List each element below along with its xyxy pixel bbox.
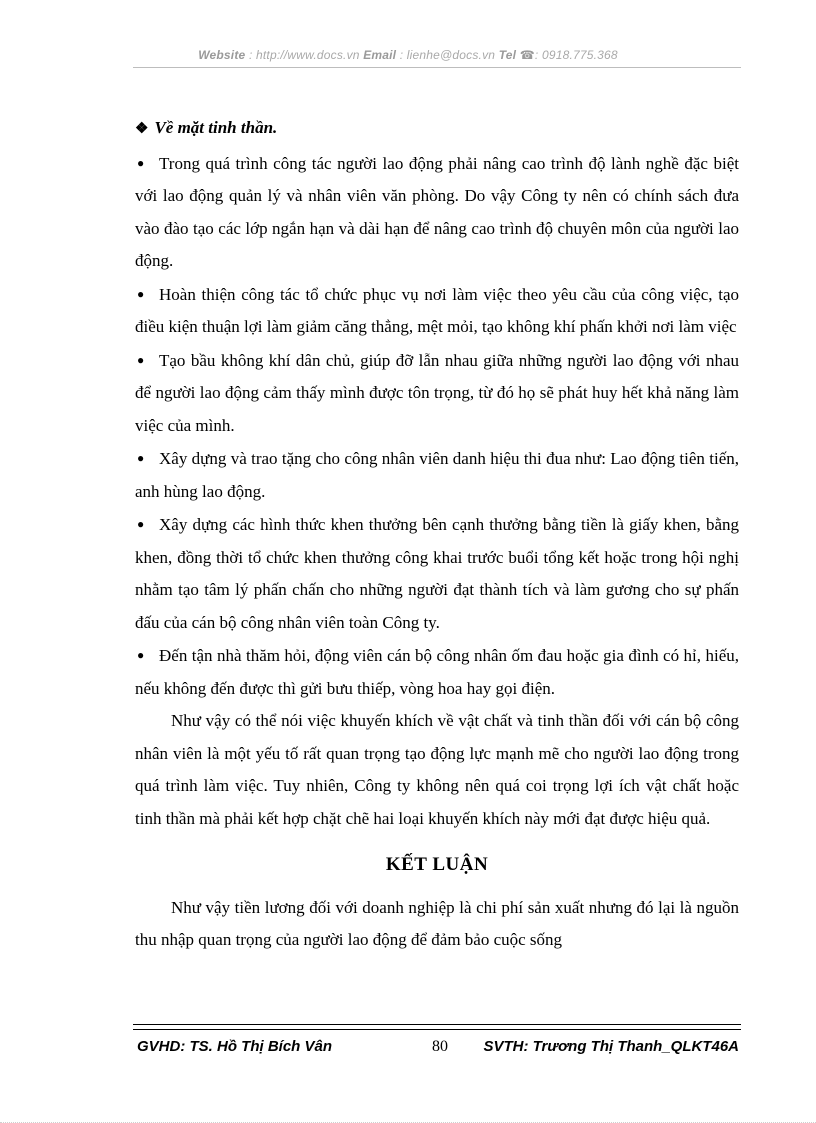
bullet-dot-icon: ●	[137, 517, 145, 531]
supervisor-label: GVHD: TS. Hồ Thị Bích Vân	[137, 1038, 333, 1055]
phone-icon: ☎	[519, 48, 535, 62]
header-divider	[133, 67, 741, 68]
bullet-dot-icon: ●	[137, 352, 145, 367]
tel-value: : 0918.775.368	[534, 48, 618, 62]
page-footer	[137, 1038, 739, 1062]
conclusion-paragraph: Như vậy tiền lương đối với doanh nghiệp là chi phí sản xuất nhưng đó lại là nguồn thu nhập quan trọng của người lao động để đảm bảo cuộc sống	[135, 897, 739, 949]
bullet-text: Xây dựng và trao tặng cho công nhân viên danh hiệu thi đua như: Lao động tiên tiến, anh hùng lao động.	[135, 449, 739, 501]
bullet-dot-icon: ●	[137, 286, 145, 301]
footer-divider-thick	[133, 1024, 741, 1025]
bullet-item	[135, 508, 739, 639]
page-number: 80	[432, 1038, 448, 1055]
email-value: : lienhe@docs.vn	[396, 48, 499, 62]
bullet-item	[135, 344, 739, 443]
bullet-item	[135, 442, 739, 508]
section-heading	[135, 112, 739, 146]
bullet-item	[135, 278, 739, 344]
email-label: Email	[363, 48, 397, 62]
website-label: Website	[198, 48, 246, 62]
footer-divider-thin	[133, 1029, 741, 1030]
bullet-text: Tạo bầu không khí dân chủ, giúp đỡ lẫn nhau giữa những người lao động với nhau để người lao động cảm thấy mình được tôn trọng, từ đó họ sẽ phát huy hết khả năng làm việc của mình.	[135, 350, 739, 435]
page-header	[0, 48, 816, 62]
document-body	[135, 112, 739, 957]
diamond-bullet-icon: ❖	[135, 121, 149, 137]
bullet-item	[135, 639, 739, 705]
summary-paragraph: Như vậy có thể nói việc khuyến khích về vật chất và tinh thần đối với cán bộ công nhân viên là một yếu tố rất quan trọng tạo động lực mạnh mẽ cho người lao động trong quá trình làm việc. Tuy nhiên, Công ty không nên quá coi trọng lợi ích vật chất hoặc tinh thần mà phải kết hợp chặt chẽ hai loại khuyến khích này mới đạt được hiệu quả.	[135, 711, 739, 828]
bullet-text: Xây dựng các hình thức khen thưởng bên cạnh thưởng bằng tiền là giấy khen, bằng khen, đồng thời tổ chức khen thưởng công khai trước buổi tổng kết hoặc trong hội nghị nhằm tạo tâm lý phấn chấn cho những người đạt thành tích và làm gương cho sự phấn đấu của cán bộ công nhân viên toàn Công ty.	[135, 515, 739, 632]
bullet-text: Đến tận nhà thăm hỏi, động viên cán bộ công nhân ốm đau hoặc gia đình có hỉ, hiếu, nếu không đến được thì gửi bưu thiếp, vòng hoa hay gọi điện.	[135, 646, 739, 698]
website-value: : http://www.docs.vn	[245, 48, 364, 62]
bullet-dot-icon: ●	[137, 648, 145, 662]
bullet-text: Hoàn thiện công tác tổ chức phục vụ nơi làm việc theo yêu cầu của công việc, tạo điều kiện thuận lợi làm giảm căng thẳng, mệt mỏi, tạo không khí phấn khởi nơi làm việc	[135, 284, 739, 336]
section-heading-text: Về mặt tinh thần.	[154, 118, 278, 137]
conclusion-title: KẾT LUẬN	[385, 854, 489, 875]
bullet-text: Trong quá trình công tác người lao động phải nâng cao trình độ lành nghề đặc biệt với lao động quản lý và nhân viên văn phòng. Do vậy Công ty nên có chính sách đưa vào đào tạo các lớp ngắn hạn và dài hạn để nâng cao trình độ chuyên môn của người lao động.	[135, 153, 739, 270]
bullet-dot-icon: ●	[137, 451, 145, 465]
student-label: SVTH: Trương Thị Thanh_QLKT46A	[483, 1038, 739, 1055]
bullet-item	[135, 147, 739, 278]
tel-label: Tel	[498, 48, 517, 62]
bullet-dot-icon: ●	[137, 155, 145, 170]
